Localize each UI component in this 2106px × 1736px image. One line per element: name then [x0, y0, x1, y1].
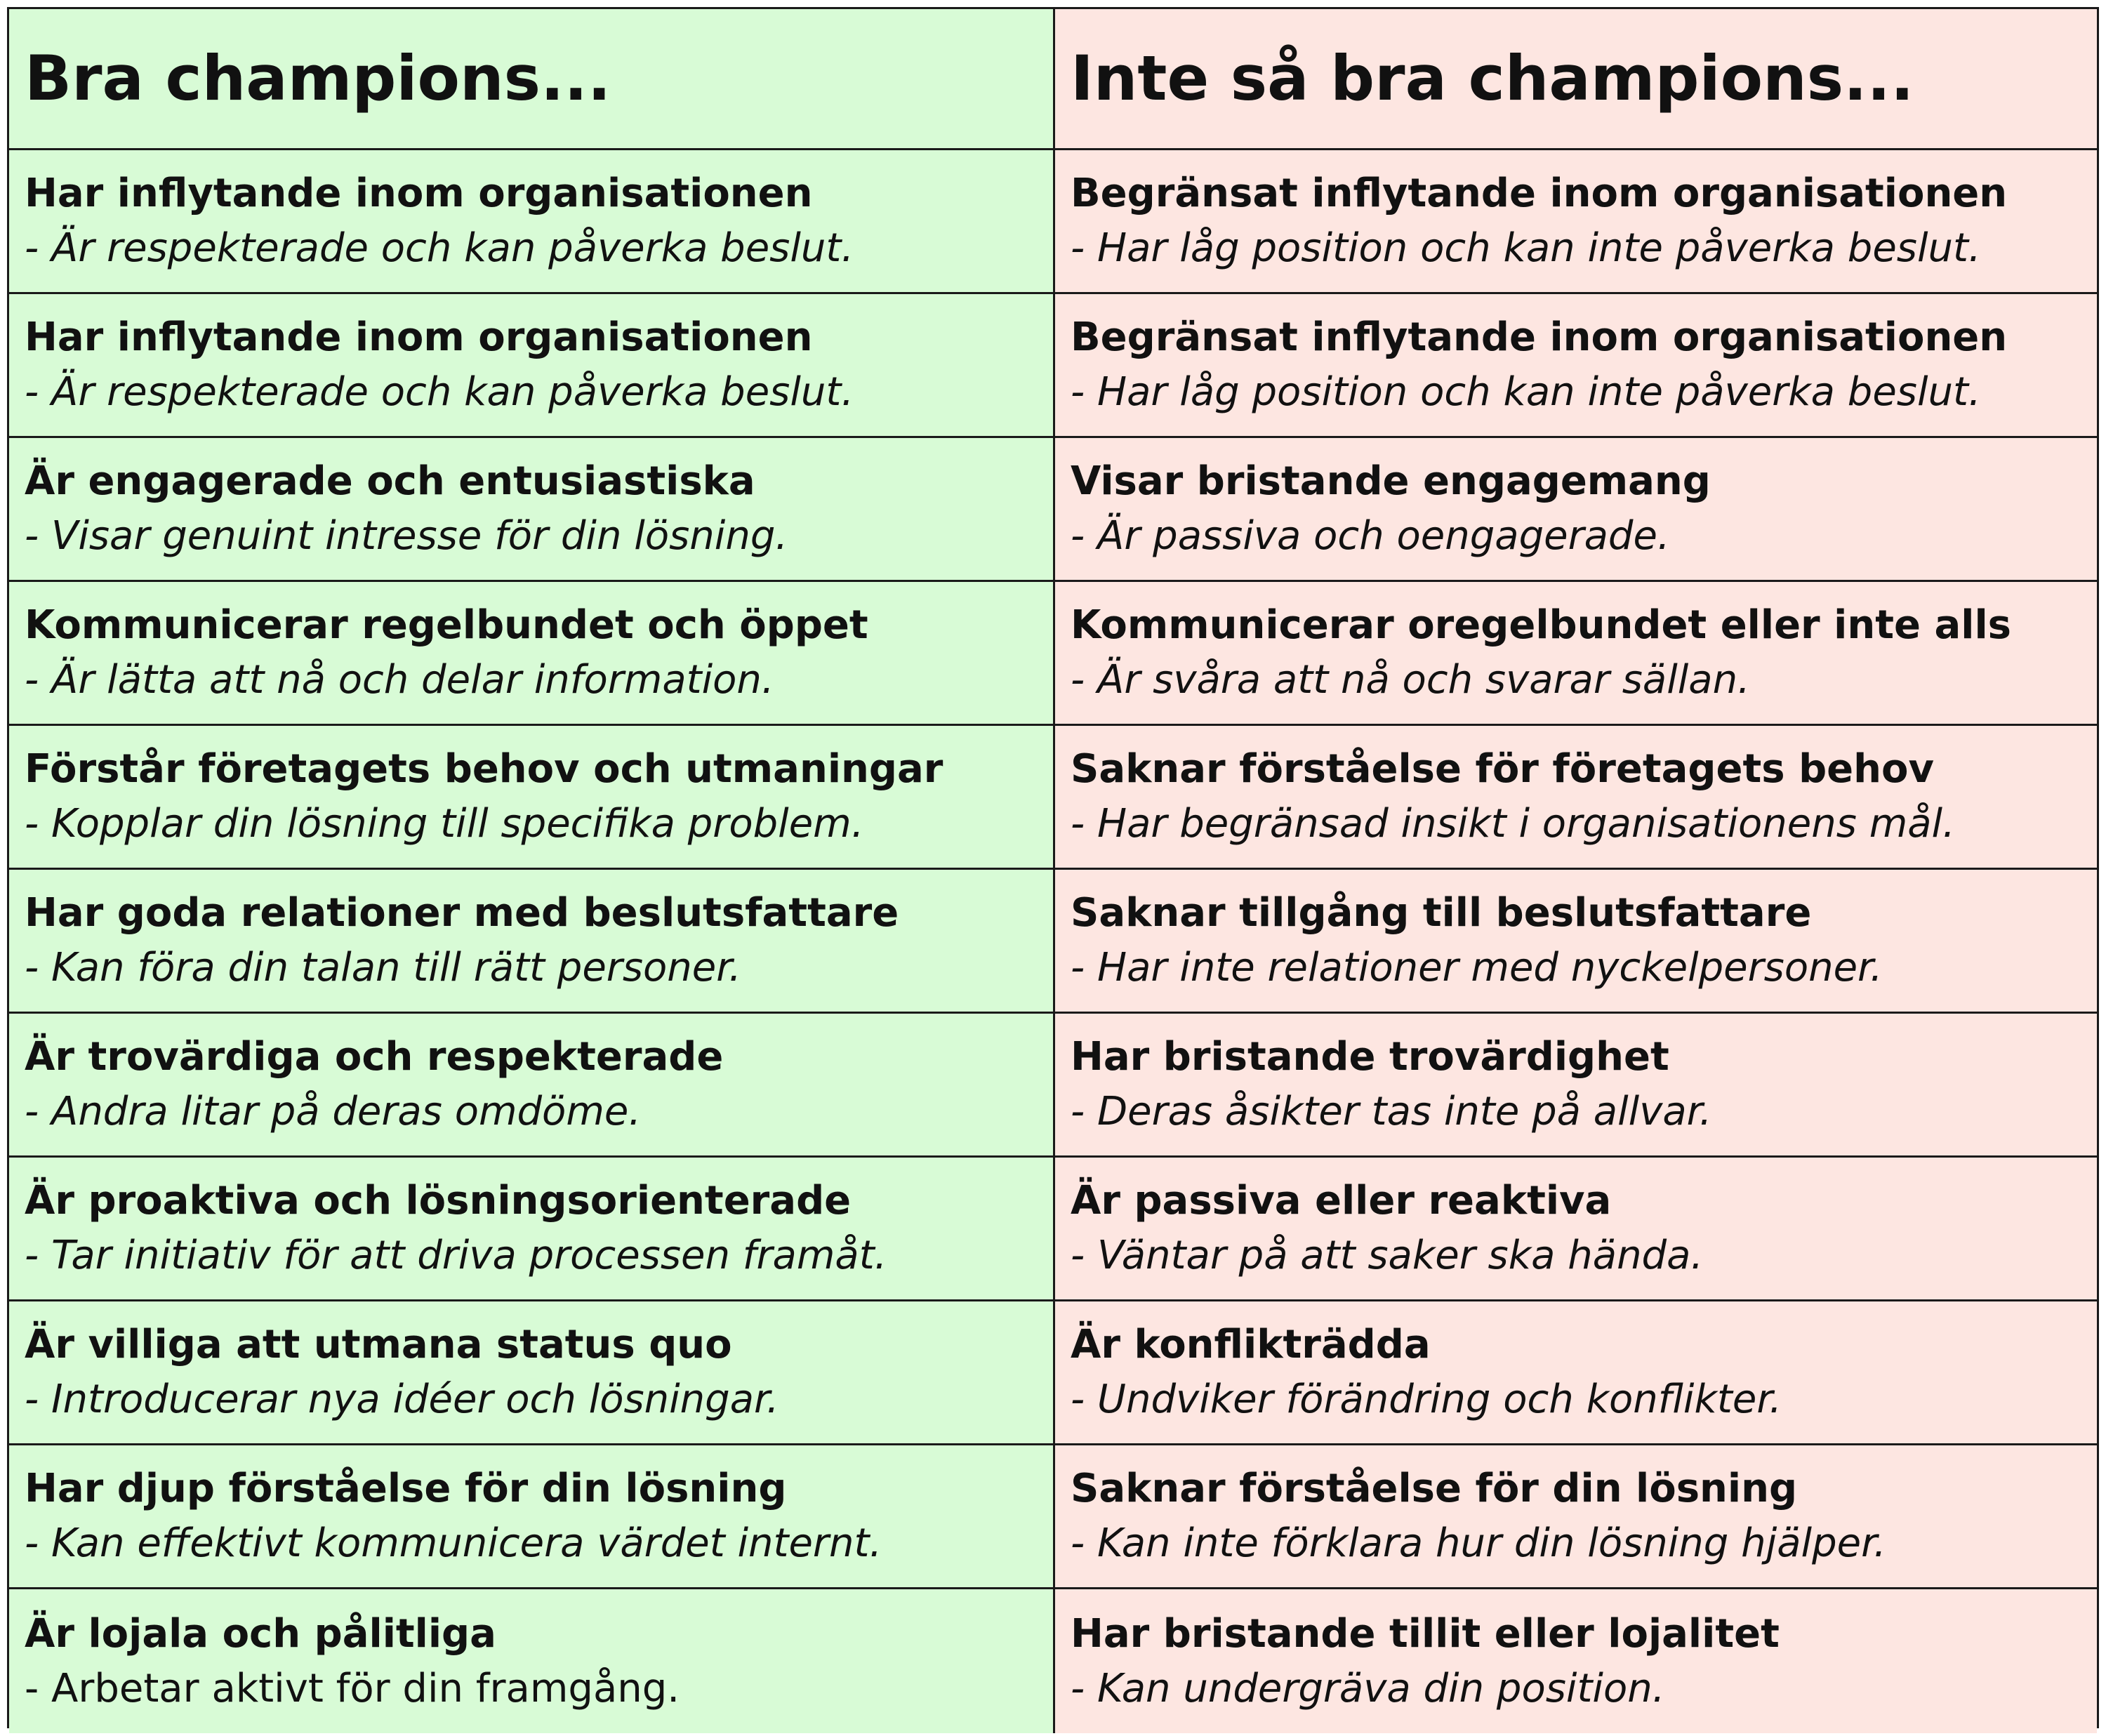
- bad-trait-cell: [1055, 294, 2097, 438]
- bad-trait-cell: [1055, 438, 2097, 582]
- good-trait-description: - Är respekterade och kan påverka beslut.: [25, 369, 854, 415]
- good-trait-cell: [9, 1589, 1055, 1733]
- good-trait-cell: [9, 1158, 1055, 1301]
- bad-trait-cell: [1055, 870, 2097, 1014]
- good-trait-cell: [9, 1301, 1055, 1445]
- bad-trait-description: - Är passiva och oengagerade.: [1071, 513, 1670, 559]
- good-champions-header: Bra champions...: [25, 41, 611, 114]
- bad-trait-title: Kommunicerar oregelbundet eller inte alls: [1071, 602, 2011, 648]
- good-trait-cell: [9, 294, 1055, 438]
- bad-trait-title: Är passiva eller reaktiva: [1071, 1178, 1612, 1224]
- bad-trait-cell: [1055, 1301, 2097, 1445]
- good-trait-description: - Arbetar aktivt för din framgång.: [25, 1665, 680, 1711]
- good-trait-description: - Kan föra din talan till rätt personer.: [25, 945, 741, 990]
- bad-trait-title: Begränsat inflytande inom organisationen: [1071, 171, 2008, 216]
- bad-trait-description: - Deras åsikter tas inte på allvar.: [1071, 1089, 1712, 1134]
- good-trait-description: - Kan effektivt kommunicera värdet internt.: [25, 1520, 882, 1566]
- bad-trait-cell: [1055, 1445, 2097, 1589]
- bad-trait-title: Saknar tillgång till beslutsfattare: [1071, 890, 1812, 936]
- bad-trait-description: - Kan undergräva din position.: [1071, 1665, 1665, 1711]
- bad-trait-cell: [1055, 1158, 2097, 1301]
- good-trait-description: - Är lätta att nå och delar information.: [25, 657, 774, 703]
- good-trait-title: Har goda relationer med beslutsfattare: [25, 890, 899, 936]
- bad-trait-cell: [1055, 1014, 2097, 1158]
- good-trait-cell: [9, 582, 1055, 726]
- good-trait-title: Har djup förståelse för din lösning: [25, 1466, 787, 1511]
- bad-trait-description: - Har begränsad insikt i organisationens mål.: [1071, 801, 1955, 847]
- good-trait-title: Är villiga att utmana status quo: [25, 1322, 732, 1367]
- good-trait-cell: [9, 1445, 1055, 1589]
- good-trait-title: Förstår företagets behov och utmaningar: [25, 746, 943, 792]
- good-trait-cell: [9, 870, 1055, 1014]
- good-trait-cell: [9, 726, 1055, 870]
- good-trait-cell: [9, 438, 1055, 582]
- bad-champions-header-cell: [1055, 9, 2097, 150]
- good-trait-title: Är engagerade och entusiastiska: [25, 458, 755, 504]
- good-trait-description: - Andra litar på deras omdöme.: [25, 1089, 642, 1134]
- bad-trait-title: Har bristande tillit eller lojalitet: [1071, 1610, 1780, 1657]
- bad-trait-title: Saknar förståelse för din lösning: [1071, 1466, 1798, 1511]
- good-trait-title: Har inflytande inom organisationen: [25, 171, 813, 216]
- bad-trait-description: - Undviker förändring och konflikter.: [1071, 1377, 1782, 1422]
- bad-trait-description: - Är svåra att nå och svarar sällan.: [1071, 657, 1750, 703]
- bad-champions-header: Inte så bra champions...: [1071, 41, 1914, 114]
- bad-trait-description: - Har låg position och kan inte påverka beslut.: [1071, 225, 1981, 271]
- bad-trait-description: - Har inte relationer med nyckelpersoner.: [1071, 945, 1883, 990]
- good-trait-description: - Tar initiativ för att driva processen framåt.: [25, 1233, 887, 1278]
- good-champions-header-cell: [9, 9, 1055, 150]
- bad-trait-description: - Har låg position och kan inte påverka beslut.: [1071, 369, 1981, 415]
- bad-trait-title: Har bristande trovärdighet: [1071, 1034, 1669, 1080]
- bad-trait-cell: [1055, 1589, 2097, 1733]
- good-trait-cell: [9, 150, 1055, 294]
- bad-trait-cell: [1055, 726, 2097, 870]
- good-trait-title: Är trovärdiga och respekterade: [25, 1034, 724, 1080]
- good-trait-description: - Är respekterade och kan påverka beslut.: [25, 225, 854, 271]
- bad-trait-title: Saknar förståelse för företagets behov: [1071, 746, 1934, 792]
- good-trait-cell: [9, 1014, 1055, 1158]
- bad-trait-cell: [1055, 582, 2097, 726]
- good-trait-description: - Kopplar din lösning till specifika problem.: [25, 801, 864, 847]
- good-trait-title: Har inflytande inom organisationen: [25, 314, 813, 360]
- comparison-table: [7, 7, 2099, 1728]
- good-trait-title: Kommunicerar regelbundet och öppet: [25, 602, 868, 648]
- good-trait-description: - Visar genuint intresse för din lösning.: [25, 513, 788, 559]
- good-trait-title: Är lojala och pålitliga: [25, 1610, 496, 1657]
- bad-trait-title: Visar bristande engagemang: [1071, 458, 1711, 504]
- good-trait-description: - Introducerar nya idéer och lösningar.: [25, 1377, 779, 1422]
- bad-trait-title: Begränsat inflytande inom organisationen: [1071, 314, 2008, 360]
- bad-trait-description: - Kan inte förklara hur din lösning hjälper.: [1071, 1520, 1886, 1566]
- bad-trait-title: Är konflikträdda: [1071, 1322, 1431, 1367]
- bad-trait-cell: [1055, 150, 2097, 294]
- bad-trait-description: - Väntar på att saker ska hända.: [1071, 1233, 1704, 1278]
- good-trait-title: Är proaktiva och lösningsorienterade: [25, 1178, 852, 1224]
